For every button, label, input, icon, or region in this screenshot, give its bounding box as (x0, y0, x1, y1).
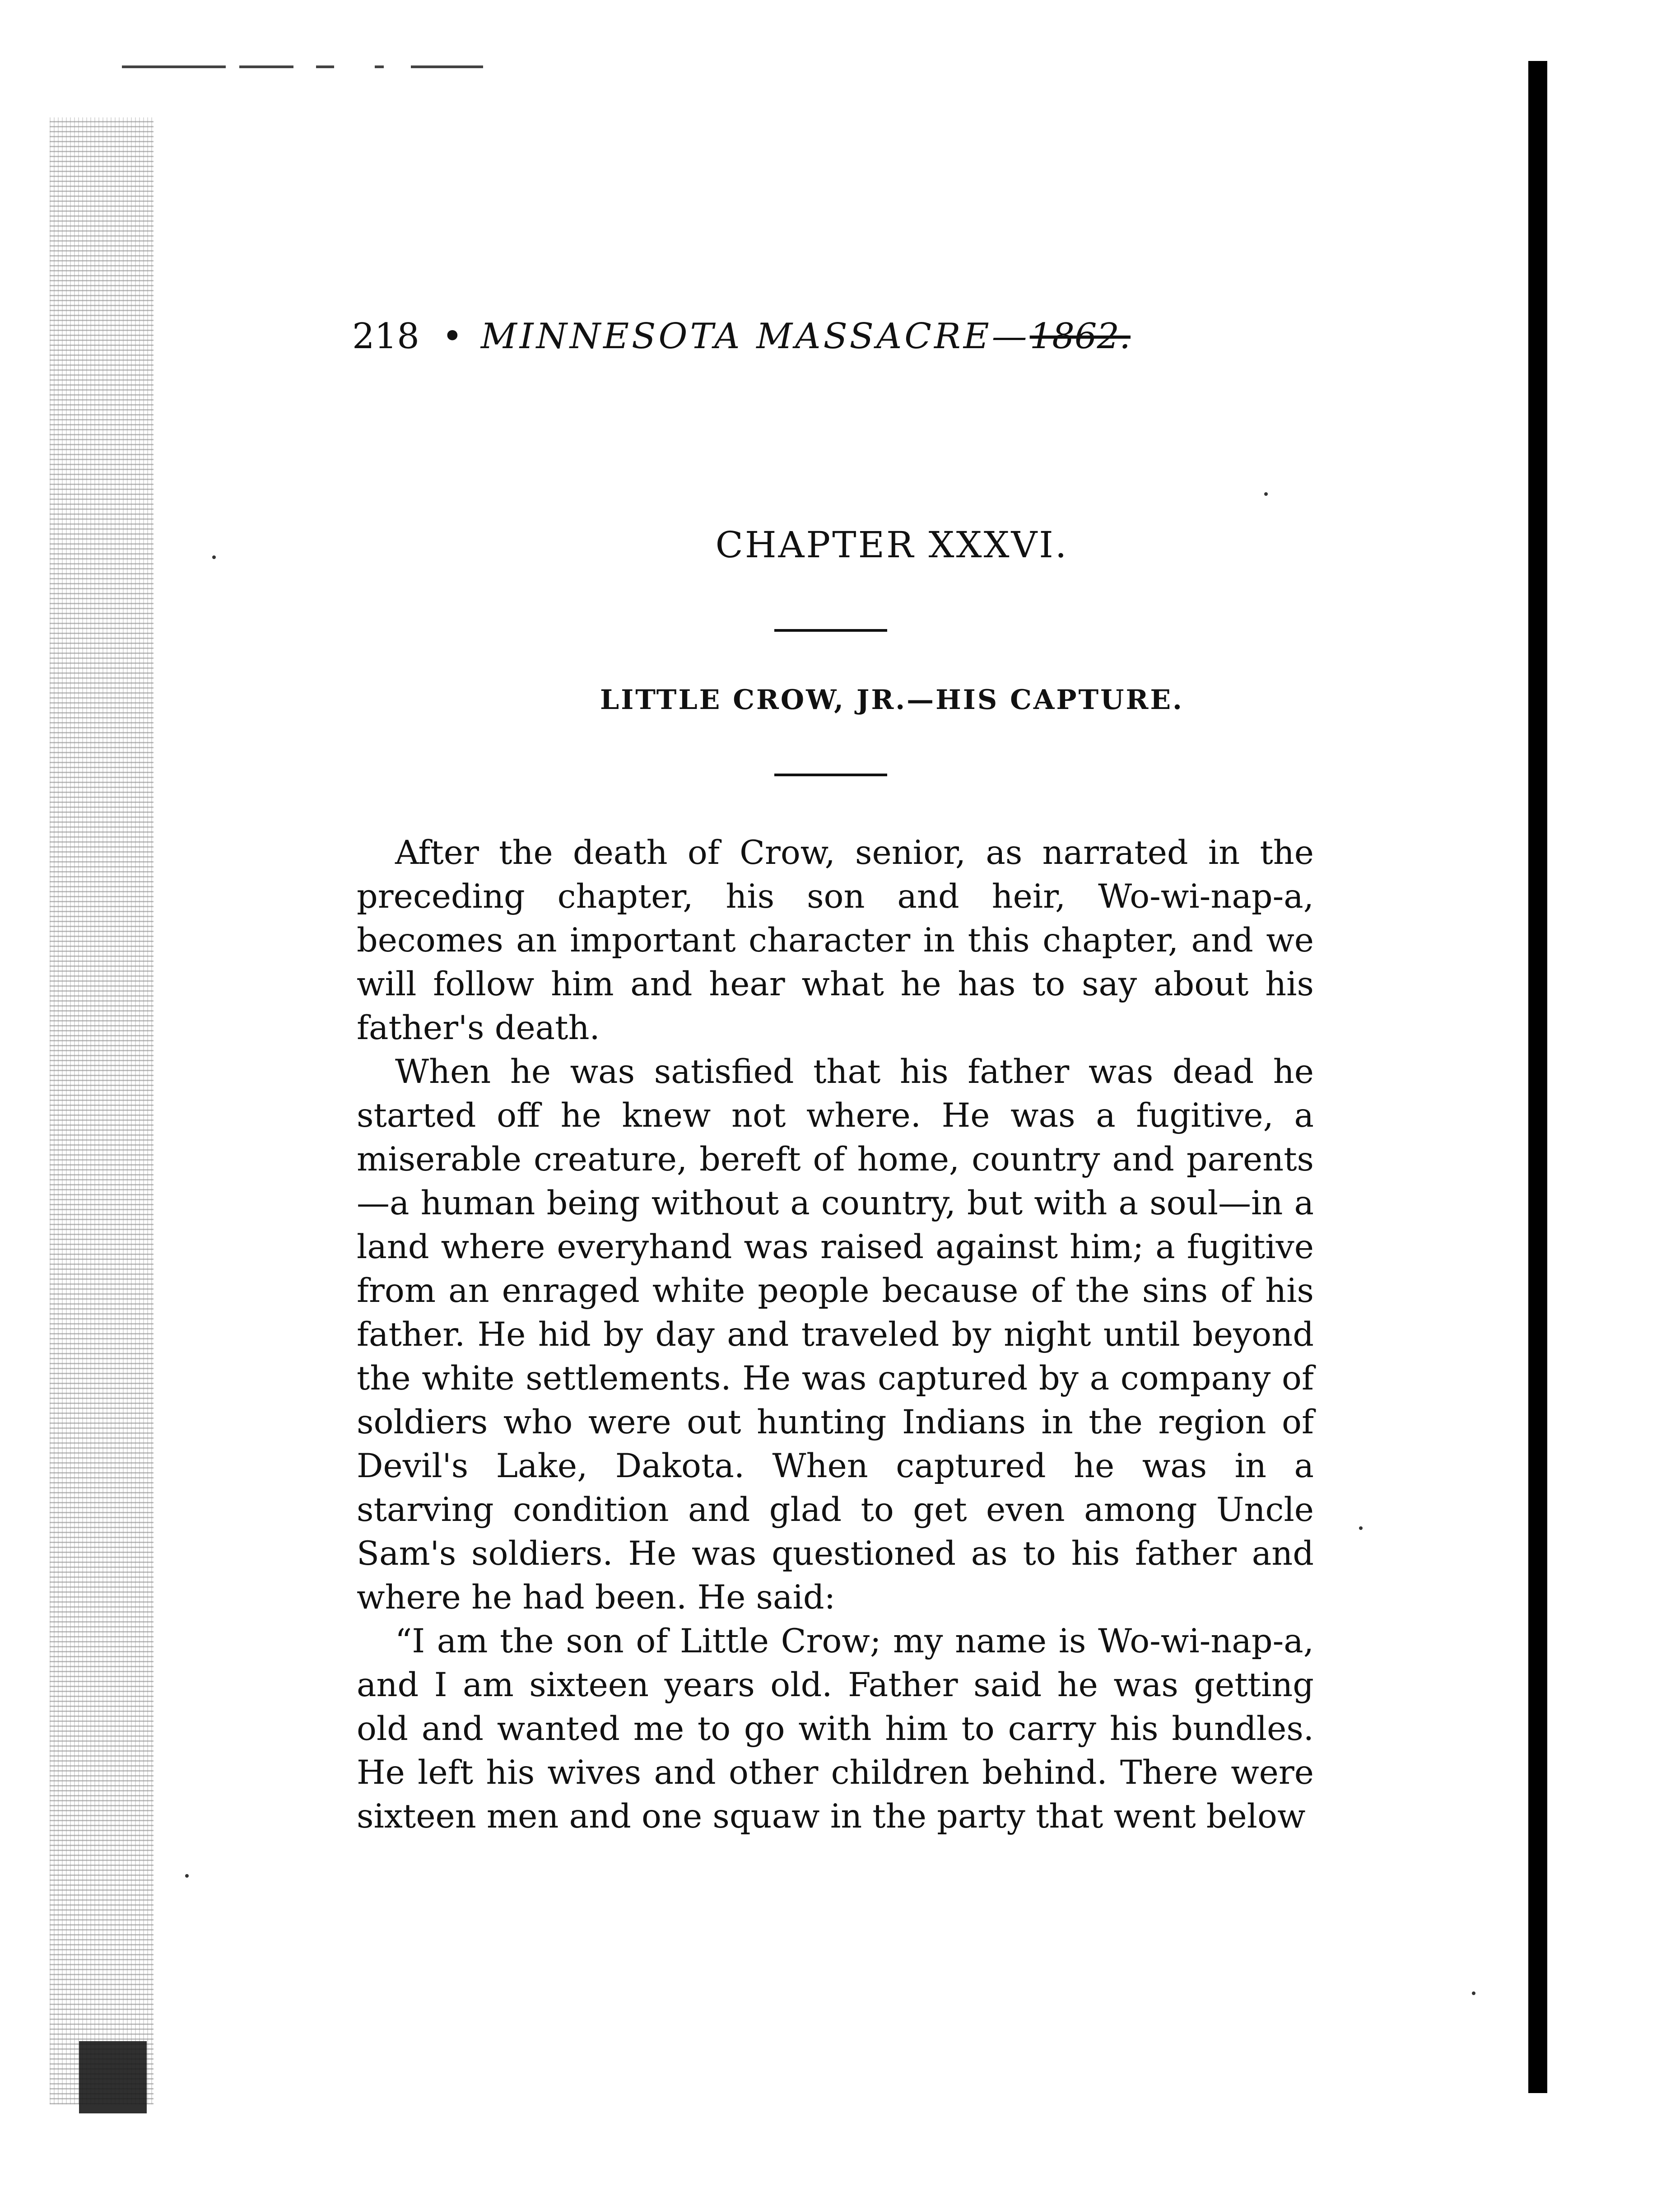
page-number: 218 (352, 316, 419, 357)
scan-speck (185, 1874, 189, 1878)
running-head (352, 312, 1165, 361)
binding-gutter-shadow (79, 2041, 147, 2113)
running-head-title: MINNESOTA MASSACRE— (480, 316, 1030, 357)
chapter-rule-top (774, 629, 887, 632)
scan-artifact-rule (122, 65, 483, 68)
chapter-number: CHAPTER XXXVI. (715, 524, 1069, 566)
binding-gutter-noise (50, 117, 154, 2104)
paragraph: After the death of Crow, senior, as narrated in the preceding chapter, his son and heir, Wo-wi-nap-a, becomes an important character in this chapter, and we will follow him and hear what he has to say about his father's death. (357, 834, 1314, 1047)
paragraph: When he was satisfied that his father was dead he started off he knew not where. He was a fugitive, a miserable creature, bereft of home, country and parents—a human being without a country, but with a soul—in a land where everyhand was raised against him; a fugitive from an enraged white people because of the sins of his father. He hid by day and traveled by night until beyond the white settlements. He was captured by a company of soldiers who were out hunting Indians in the region of Devil's Lake, Dakota. When captured he was in a starving condition and glad to get even among Uncle Sam's soldiers. He was questioned as to his father and where he had been. He said: (357, 1053, 1314, 1617)
scan-speck (1264, 492, 1268, 496)
page-edge-bar (1528, 61, 1547, 2093)
scan-speck (1359, 1526, 1363, 1530)
chapter-title: LITTLE CROW, JR.—HIS CAPTURE. (600, 684, 1184, 716)
chapter-rule-bottom (774, 774, 887, 776)
running-head-year: 1862. (1029, 316, 1131, 357)
paragraph: “I am the son of Little Crow; my name is Wo-wi-nap-a, and I am sixteen years old. Father said he was getting old and wanted me to go with him to carry his bundles. He left his wives and other children behind. There were sixteen men and one squaw in the party that went below (357, 1622, 1314, 1836)
body-text (357, 831, 1314, 1838)
running-head-bullet: • (442, 316, 463, 357)
scan-speck (212, 555, 216, 559)
scan-speck (1472, 1991, 1475, 1995)
